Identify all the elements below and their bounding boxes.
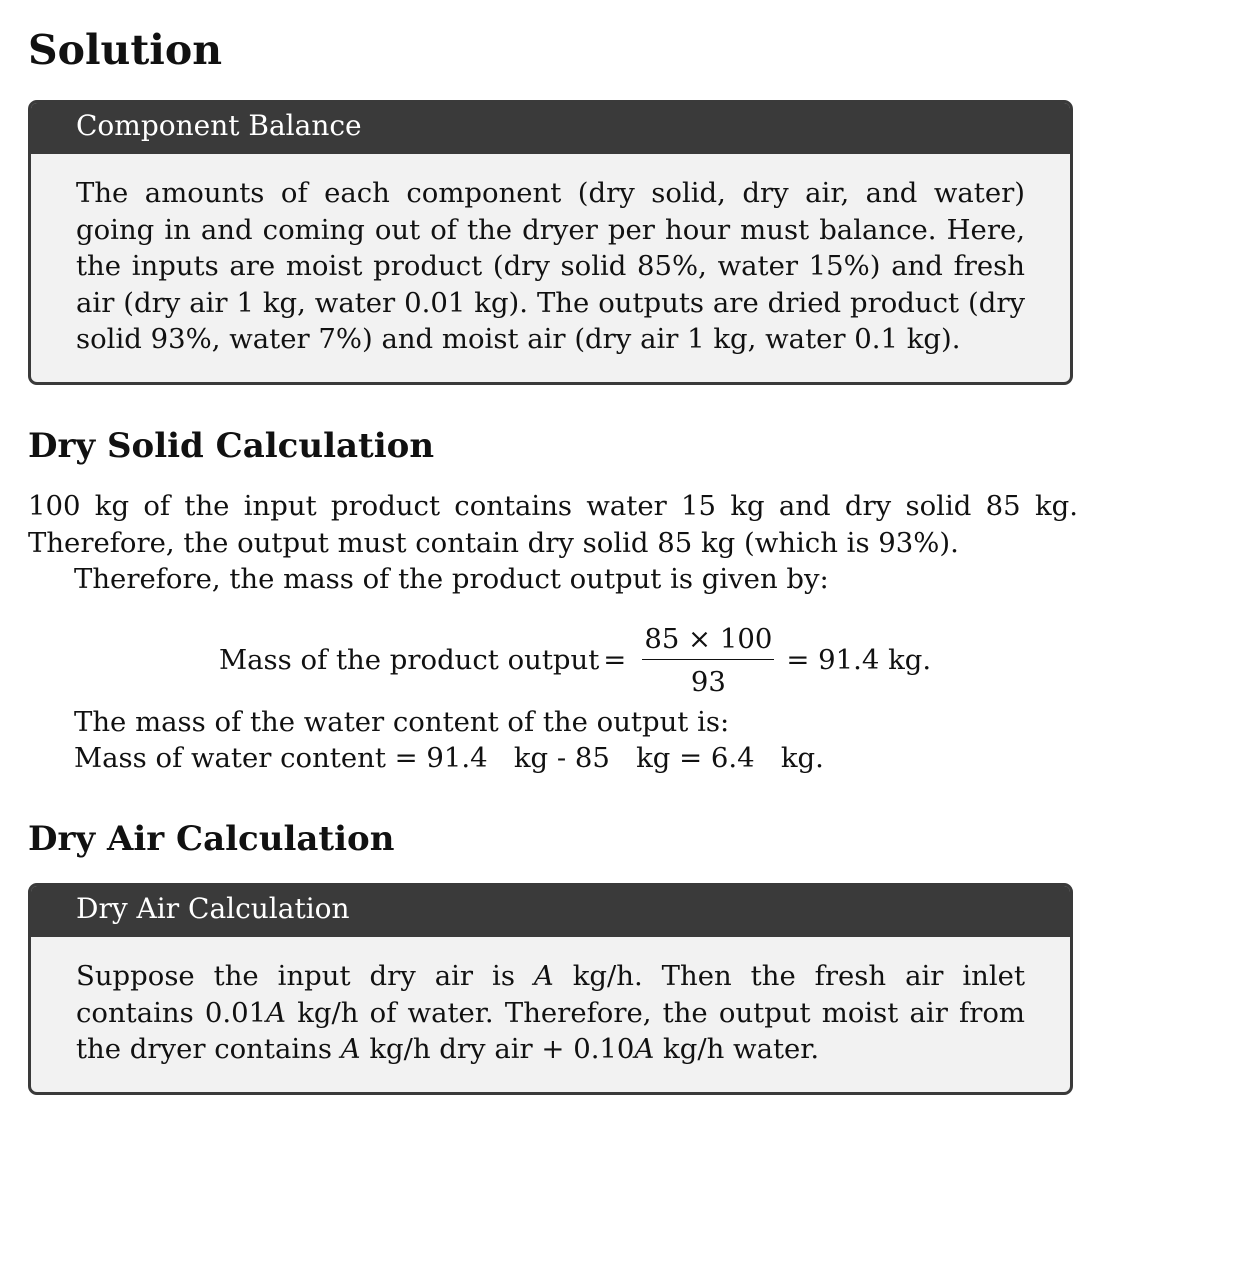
- product-output-equation: [219, 620, 931, 700]
- equation-rhs: = 91.4 kg.: [786, 644, 932, 676]
- component-balance-box: [28, 100, 1073, 385]
- dry-air-text-3: kg/h of water. Therefore, the output moist air from the dryer contains: [76, 996, 1025, 1065]
- dry-air-box: [28, 883, 1073, 1095]
- variable-a: A: [340, 1033, 361, 1065]
- fraction-denominator: 93: [690, 665, 726, 698]
- page-title: Solution: [28, 26, 223, 74]
- variable-a: A: [533, 960, 554, 992]
- equation-equals: =: [603, 644, 627, 676]
- dry-solid-heading: Dry Solid Calculation: [28, 426, 435, 466]
- variable-a: A: [634, 1033, 655, 1065]
- dry-air-heading: Dry Air Calculation: [28, 819, 395, 859]
- dry-air-box-body: [31, 937, 1070, 1092]
- dry-solid-paragraph: 100 kg of the input product contains water 15 kg and dry solid 85 kg. Therefore, the output must contain dry solid 85 kg (which is 93%).: [28, 490, 1078, 559]
- dry-air-text-1: Suppose the input dry air is: [76, 960, 534, 992]
- component-balance-box-body: The amounts of each component (dry solid, dry air, and water) going in and coming out of the dryer per hour must balance. Here, the inputs are moist product (dry solid 85%, water 15%) and fresh air (dry air 1 kg, water 0.01 kg). The outputs are dried product (dry solid 93%, water 7%) and moist air (dry air 1 kg, water 0.1 kg).: [76, 177, 1025, 355]
- water-content-intro-line: The mass of the water content of the output is:: [74, 706, 730, 738]
- variable-a: A: [266, 996, 287, 1029]
- equation-lhs: Mass of the product output: [219, 644, 600, 676]
- dry-air-box-header: Dry Air Calculation: [31, 886, 1070, 937]
- dry-air-text-4: kg/h dry air + 0.10: [360, 1033, 635, 1065]
- component-balance-box-header: Component Balance: [31, 103, 1070, 154]
- water-content-formula: Mass of water content = 91.4 kg - 85 kg = 6.4 kg.: [74, 742, 824, 774]
- dry-air-text-5: kg/h water.: [654, 1033, 820, 1065]
- fraction-numerator: 85 × 100: [642, 623, 774, 660]
- dry-solid-intro-line: Therefore, the mass of the product output is given by:: [74, 563, 829, 595]
- dry-air-text-2: kg/h. Then the fresh air inlet contains 0.01: [76, 960, 1025, 1029]
- equation-fraction: [642, 623, 774, 698]
